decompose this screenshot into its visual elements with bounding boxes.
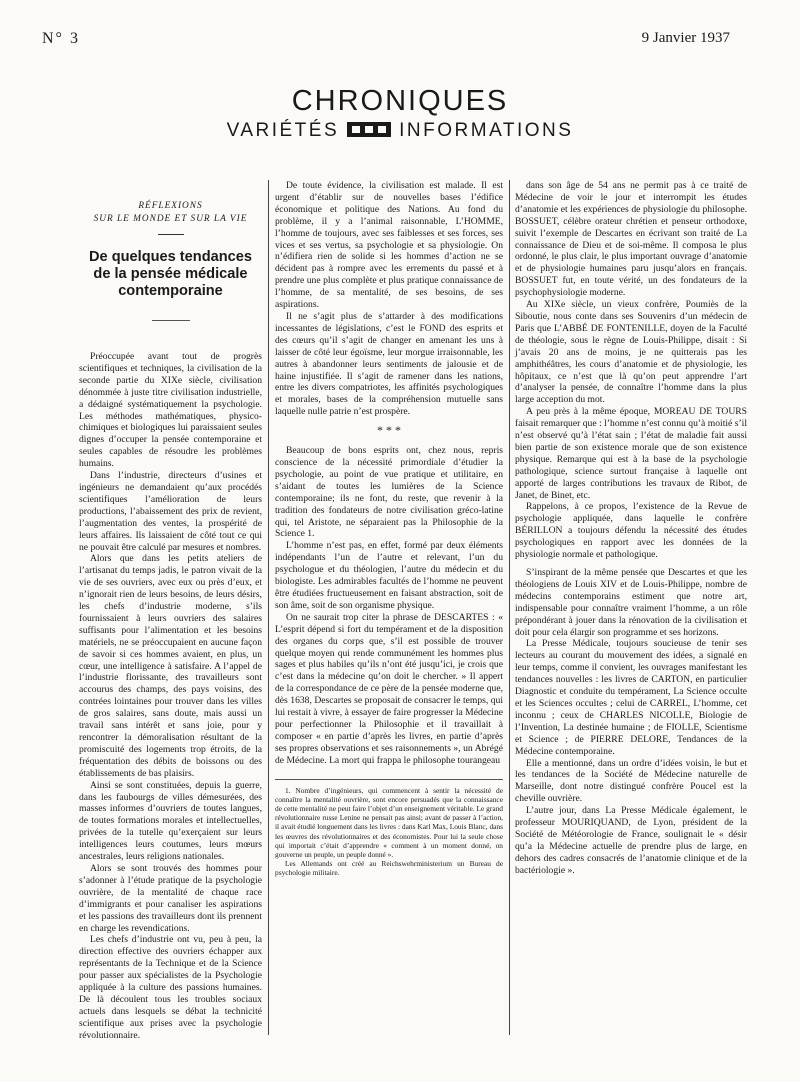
masthead-emblem-icon [347, 122, 391, 137]
paragraph: Elle a mentionné, dans un ordre d’idées voisin, le but et les tendances de la Société de Médecine naturelle de Marseille, dont notre distingué confrère Poucel est la cheville ouvrière. [515, 757, 747, 805]
article-headline: De quelques tendances de la pensée médicale contemporaine [88, 249, 252, 299]
paragraph: Beaucoup de bons esprits ont, chez nous, repris conscience de la nécessité primordiale d’étudier la psychologie, au point de vue pratique et utilitaire, en s’aidant de toutes les lumières de la Science contemporaine; ils ne font, du reste, que revenir à la tradition des fondateurs de notre civilisation gréco-latine qui, tel Aristote, ne séparaient pas la Philosophie de la Science 1. [275, 445, 503, 540]
issue-number: N° 3 [42, 30, 80, 47]
masthead-right-word: INFORMATIONS [399, 120, 574, 141]
masthead-title: CHRONIQUES [291, 85, 509, 117]
divider [152, 320, 190, 321]
column-2 [275, 180, 503, 878]
paragraph: Rappelons, à ce propos, l’existence de la Revue de psychologie appliquée, dans laquelle le confrère BÉRILLON a toujours défendu la nécessité des études psychologiques en rapport avec les données de la physiologie normale et pathologique. [515, 501, 747, 561]
paragraph: Préoccupée avant tout de progrès scientifiques et techniques, la civilisation de la seconde partie du XIXe siècle, civilisation dénommée à juste titre civilisation industrielle, a dédaigné systématiquement la psychologie. Les méthodes mathématiques, physico-chimiques et biologiques lui paraissaient seules dignes d’occuper la pensée contemporaine et seules capables de résoudre les problèmes humains. [79, 351, 262, 470]
paragraph: La Presse Médicale, toujours soucieuse de tenir ses lecteurs au courant du mouvement des idées, a signalé en leur temps, comme il convient, les ouvrages manifestant les tendances nouvelles : les livres de CARTON, en particulier Diagnostic et conduite du tempérament, La Science occulte et les Sciences occultes ; celui de CARREL, L’homme, cet inconnu ; ceux de CHARLES NICOLLE, Biologie de l’Invention, La destinée humaine ; de FIOLLE, Scientisme et Science ; de PIERRE DELORE, Tendances de la Médecine contemporaine. [515, 638, 747, 757]
column-divider [509, 180, 510, 1035]
paragraph: S’inspirant de la même pensée que Descartes et que les théologiens de Louis XIV et de Louis-Philippe, nombre de médecins contemporains estiment que notre art, indispensable pour connaître vraiment l’homme, a un rôle prépondérant à jouer dans la rénovation de la civilisation et doit pour cela élargir son programme et ses horizons. [515, 567, 747, 638]
footnote: 1. Nombre d’ingénieurs, qui commencent à sentir la nécessité de connaître la mentalité ouvrière, sont encore persuadés que la connaissance de cette mentalité ne peut faire l’objet d’un enseignement véritable. Le grand révolutionnaire russe Lenine ne pensait pas ainsi; avant de passer à l’action, il avait étudié longuement dans les livres : dans Karl Max, Louis Blanc, dans les œuvres des révolutionnaires et des économistes. Pour lui la seule chose qui importait c’était d’apprendre « comment à un moment donné, on gouverne un peuple, un peuple donné ». [275, 785, 503, 860]
issue-date: 9 Janvier 1937 [641, 30, 730, 46]
footnote-rule [275, 779, 503, 780]
paragraph: On ne saurait trop citer la phrase de DESCARTES : « L’esprit dépend si fort du tempérament et de la disposition des organes du corps que, s’il est possible de trouver quelque moyen qui rende communément les hommes plus sages et plus habiles qu’ils n’ont été jusqu’ici, je crois que c’est dans la médecine qu’on doit le chercher. » Il appert de la correspondance de ce père de la pensée moderne que, dès 1638, Descartes se proposait de consacrer le temps, qui lui restait à vivre, à essayer de faire progresser la Médecine pour perfectionner la Philosophie et il travaillait à composer « en partie d’après les livres, en partie d’après ses propres observations et ses raisonnements », un Abrégé de Médecine. La mort qui frappa le philosophe tourangeau [275, 611, 503, 766]
article-kicker [79, 200, 262, 226]
paragraph: Alors que dans les petits ateliers de l’artisanat du temps jadis, le patron vivait de la vie de ses ouvriers, avec eux ou près d’eux, et n’ignorait rien de leurs besoins, de leurs désirs, les chefs d’industrie moderne, s’ils fournissaient à leurs ouvriers des salaires suffisants pour l’alimentation et les besoins matériels, ne se préoccupaient en aucune façon de savoir si ces hommes avaient, en plus, un cœur, une intelligence à satisfaire. A l’appel de l’industrie florissante, des travailleurs sont accourus des champs, des pays voisins, des contrées lointaines pour trouver dans les villes de gros salaires, sans doute, mais aussi un travail sans intérêt et sans joie, pour y rencontrer la démoralisation résultant de la promiscuité des logements trop étroits, de la fréquentation des débits de boissons ou des établissements de bas plaisirs. [79, 553, 262, 779]
paragraph: Ainsi se sont constituées, depuis la guerre, dans les faubourgs de villes démesurées, des masses informes d’ouvriers de toutes langues, de toutes formations morales et intellectuelles, privées de la tutelle qu’exerçaient sur leurs intelligences leurs coutumes, leurs mœurs ancestrales, leurs religions nationales. [79, 779, 262, 863]
page-header [42, 30, 730, 52]
paragraph: De toute évidence, la civilisation est malade. Il est urgent d’établir sur de nouvelles bases l’édifice économique et politique des Nations. Au fond du problème, il y a l’animal raisonnable, L’HOMME, l’homme de toujours, avec ses faiblesses et ses forces, ses vices et ses vertus, sa psychologie et sa physiologie. On n’édifiera rien de solide si les hommes d’action ne se décident pas à rompre avec les errements du passé et à prendre une plus complète et plus pratique connaissance de l’homme, de sa mentalité, de ses besoins, de ses aspirations. [275, 180, 503, 311]
paragraph: L’autre jour, dans La Presse Médicale également, le professeur MOURIQUAND, de Lyon, président de la Société de Météorologie de France, soulignait le « désir qu’a la Médecine actuelle de prendre plus de large, en dehors des cadres consacrés de l’anatomie clinique et de la bactériologie ». [515, 805, 747, 876]
column-divider [268, 180, 269, 1035]
paragraph: Les chefs d’industrie ont vu, peu à peu, la direction effective des ouvriers échapper aux représentants de la Technique et de la Science pour passer aux spécialistes de la Psychologie appliquée à la culture des passions humaines. De là découlent tous les troubles sociaux actuels dans lesquels se débat la technicité scientifique aux prises avec la psychologie révolutionnaire. [79, 934, 262, 1041]
masthead-left-word: VARIÉTÉS [226, 120, 340, 141]
paragraph: Il ne s’agit plus de s’attarder à des modifications incessantes de législations, c’est le FOND des esprits et des cœurs qu’il s’agit de changer en amenant les uns à laisser de côté leur égoïsme, leur morgue irraisonnable, les autres à abandonner leurs sentiments de jalousie et de haine injustifiée. Il s’agit de ramener dans les nations, entre les divers compatriotes, les affinités psychologiques et morales, bases de la compréhension mutuelle sans laquelle nulle patrie n’est prospère. [275, 310, 503, 418]
paragraph: Alors se sont trouvés des hommes pour s’adonner à l’étude pratique de la psychologie ouvrière, de la mentalité de chaque race d’immigrants et pour canaliser les aspirations et les passions des travailleurs dont ils prennent en charge les revendications. [79, 862, 262, 934]
column-1 [79, 200, 262, 1042]
paragraph: Dans l’industrie, directeurs d’usines et ingénieurs ne demandaient qu’aux procédés scientifiques l’amélioration de leurs productions, l’abaissement des prix de revient, l’augmentation des ventes, la prospérité de leurs affaires. Ils laissaient de côté tout ce qui ne pouvait être calculé par mesures et nombres. [79, 470, 262, 553]
masthead-subtitle [0, 120, 800, 142]
divider [158, 234, 184, 235]
paragraph: dans son âge de 54 ans ne permit pas à ce traité de Médecine de voir le jour et interrompit les études d’anatomie et les expériences de physiologie du philosophe. BOSSUET, célèbre orateur chrétien et penseur orthodoxe, suivit l’exemple de Descartes en écrivant son traité de La connaissance de Dieu et de soi-même. Il composa le plus ordonné, le plus clair, le plus important ouvrage d’anatomie et de physiologie humaines paru jusqu’alors en français. BOSSUET fut, en toute vérité, un des fondateurs de la psychophysiologie moderne. [515, 180, 747, 299]
column-3 [515, 180, 747, 877]
paragraph: L’homme n’est pas, en effet, formé par deux éléments indépendants l’un de l’autre et relevant, l’un du psychologue et du théologien, l’autre du médecin et du biologiste. Les admirables facultés de l’homme ne peuvent être étudiées fructueusement en faisant abstraction, soit de son âme, soit de son organisme physique. [275, 540, 503, 611]
footnote: Les Allemands ont créé au Reichswehrministerium un Bureau de psychologie militaire. [275, 859, 503, 878]
footnotes [275, 786, 503, 878]
masthead [0, 86, 800, 142]
section-break-stars: * * * [377, 423, 401, 438]
kicker-line: SUR LE MONDE ET SUR LA VIE [93, 214, 248, 224]
paragraph: A peu près à la même époque, MOREAU DE TOURS faisait remarquer que : l’homme n’est connu qu’à moitié s’il n’est observé qu’à l’état sain ; l’état de maladie fait aussi bien partie de son existence morale que de son existence physique. Remarque qui est à la base de la psychologie pathologique, science surtout française à laquelle ont apporté de larges contributions les travaux de Ribot, de Janet, de Binet, etc. [515, 406, 747, 501]
paragraph: Au XIXe siècle, un vieux confrère, Poumiès de la Siboutie, nous conte dans ses Souvenirs d’un médecin de Paris que L’ABBÉ DE FONTENILLE, doyen de la Faculté de théologie, sous le règne de Louis-Philippe, disait : Si j’avais 20 ans de moins, je ne quitterais pas les amphithéâtres, les cours d’anatomie et de physiologie, les hôpitaux, ce n’est que là qu’on peut apprendre l’art d’analyser la pensée, de connaître l’homme dans la plus large acception du mot. [515, 299, 747, 406]
kicker-line: RÉFLEXIONS [138, 201, 203, 211]
